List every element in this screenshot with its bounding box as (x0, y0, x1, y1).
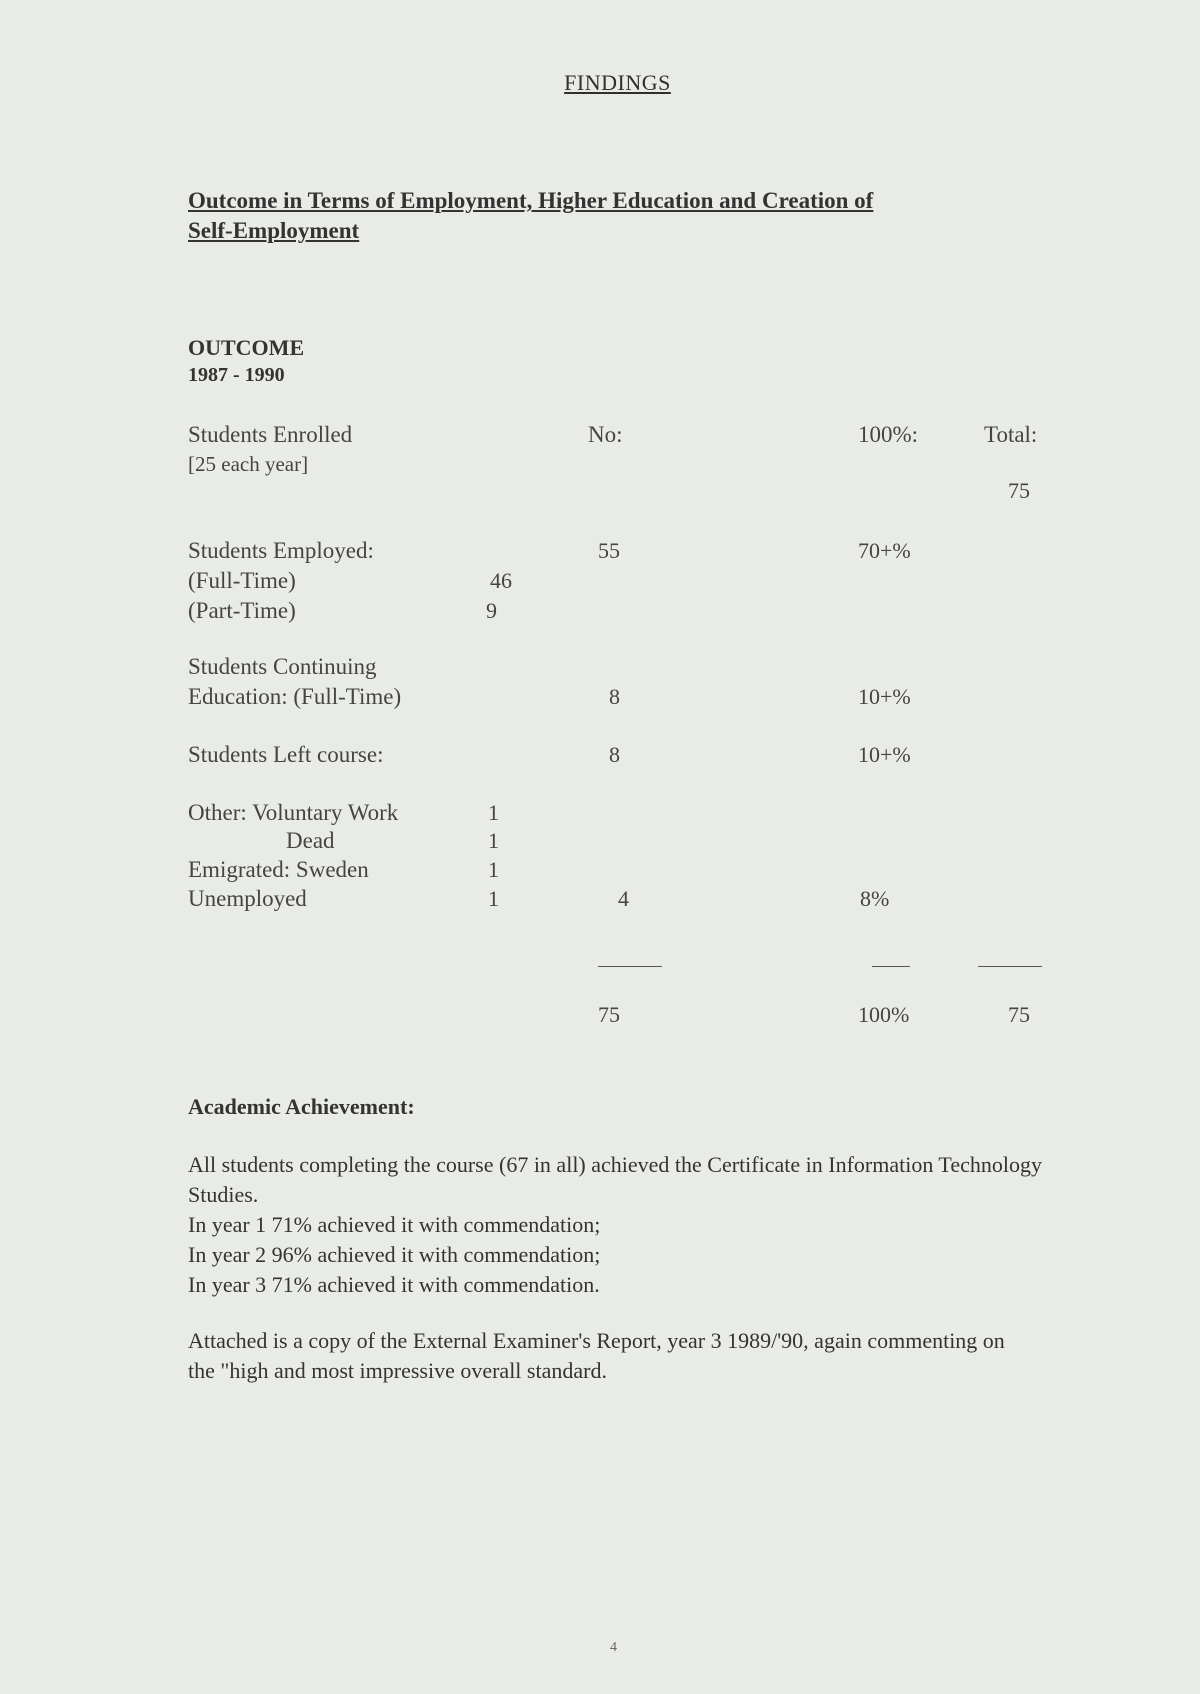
other-emigrated-count: 1 (488, 857, 499, 882)
header-no: No: (588, 422, 623, 447)
employed-full-time-count: 46 (490, 568, 512, 593)
other-emigrated-label: Emigrated: Sweden (188, 857, 369, 882)
enrolled-label: Students Enrolled (188, 422, 353, 447)
subtitle-line-2: Self-Employment (188, 218, 360, 243)
employed-part-time-count: 9 (486, 598, 497, 623)
outcome-years: 1987 - 1990 (188, 364, 285, 386)
academic-year-3: In year 3 71% achieved it with commendation. (188, 1272, 600, 1297)
totals-no: 75 (598, 1002, 620, 1027)
academic-year-1: In year 1 71% achieved it with commendation; (188, 1212, 601, 1237)
outcome-heading: OUTCOME (188, 335, 305, 360)
totals-total: 75 (1008, 1002, 1030, 1027)
other-dead-count: 1 (488, 828, 499, 853)
header-total: Total: (984, 422, 1038, 447)
page-number: 4 (610, 1640, 617, 1655)
academic-year-2: In year 2 96% achieved it with commendation; (188, 1242, 601, 1267)
other-pct: 8% (860, 886, 890, 911)
continuing-label-1: Students Continuing (188, 654, 377, 679)
other-voluntary-count: 1 (488, 800, 499, 825)
employed-label: Students Employed: (188, 538, 374, 563)
left-course-label: Students Left course: (188, 742, 384, 767)
employed-part-time-label: (Part-Time) (188, 598, 296, 623)
left-course-pct: 10+% (858, 742, 911, 767)
other-no: 4 (618, 886, 629, 911)
employed-full-time-label: (Full-Time) (188, 568, 296, 593)
continuing-no: 8 (609, 684, 620, 709)
rule-total (978, 966, 1042, 967)
employed-pct: 70+% (858, 538, 911, 563)
section-subtitle (188, 186, 873, 246)
other-voluntary-label: Other: Voluntary Work (188, 800, 399, 825)
rule-pct (872, 966, 910, 967)
other-dead-label: Dead (286, 828, 335, 853)
other-unemployed-count: 1 (488, 886, 499, 911)
totals-pct: 100% (858, 1002, 910, 1027)
enrolled-total: 75 (1008, 478, 1030, 503)
academic-heading: Academic Achievement: (188, 1094, 415, 1119)
employed-no: 55 (598, 538, 620, 563)
other-unemployed-label: Unemployed (188, 886, 307, 911)
subtitle-line-1: Outcome in Terms of Employment, Higher Education and Creation of (188, 188, 874, 213)
continuing-label-2: Education: (Full-Time) (188, 684, 402, 709)
rule-no (598, 966, 662, 967)
continuing-pct: 10+% (858, 684, 911, 709)
enrolled-note: [25 each year] (188, 452, 309, 476)
page-title: FINDINGS (564, 70, 671, 95)
header-pct: 100%: (858, 422, 919, 447)
attached-paragraph: Attached is a copy of the External Examiner's Report, year 3 1989/'90, again commenting on the "high and most impressive overall standard. (188, 1328, 1005, 1383)
left-course-no: 8 (609, 742, 620, 767)
academic-paragraph: All students completing the course (67 in all) achieved the Certificate in Information Technology Studies. (188, 1152, 1042, 1207)
